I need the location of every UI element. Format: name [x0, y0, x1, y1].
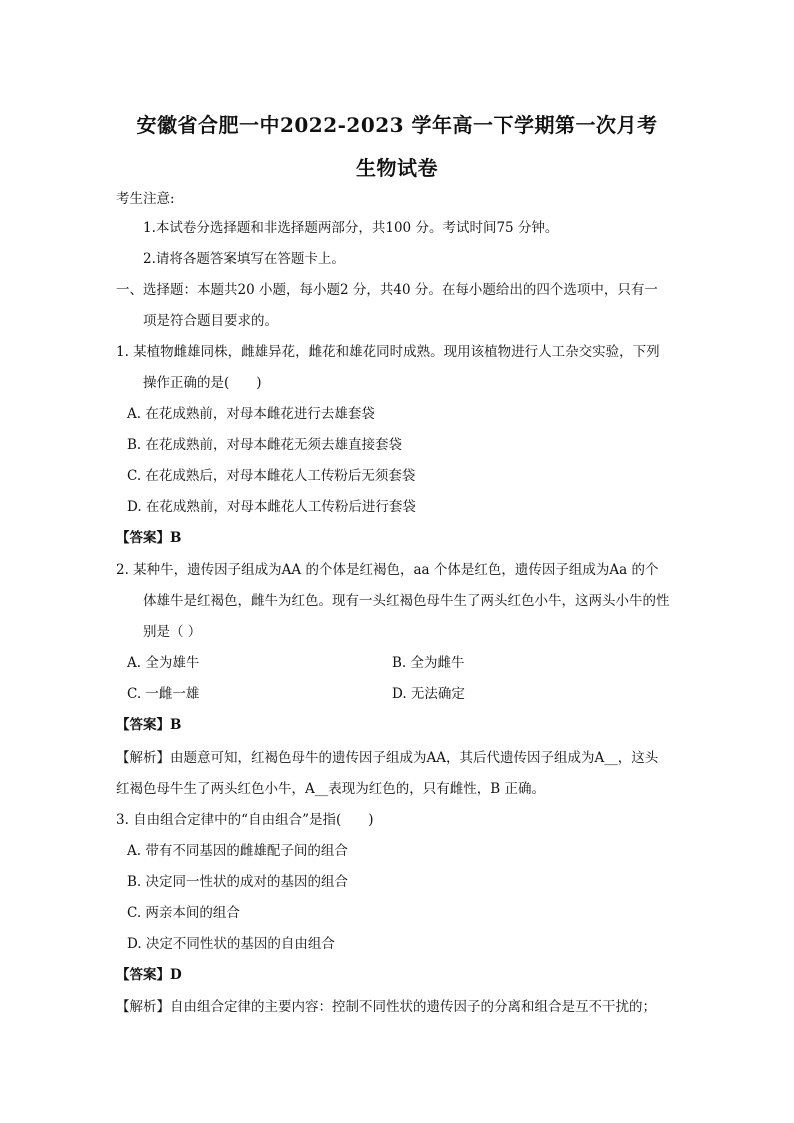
q1-answer: 【答案】B [116, 530, 182, 546]
q2-option-a: A. 全为雄牛 [127, 655, 200, 671]
q2-analysis-cont: 红褐色母牛生了两头红色小牛，A__表现为红色的，只有雌性，B 正确。 [116, 781, 545, 797]
q3-option-c: C. 两亲本间的组合 [127, 905, 240, 921]
q1-option-c: C. 在花成熟后，对母本雌花人工传粉后无须套袋 [127, 468, 416, 484]
exam-title: 安徽省合肥一中2022-2023 学年高一下学期第一次月考 [136, 113, 658, 137]
q3-stem: 3. 自由组合定律中的“自由组合”是指( ) [116, 812, 374, 828]
q1-option-b: B. 在花成熟前，对母本雌花无须去雄直接套袋 [127, 437, 403, 453]
q2-analysis: 【解析】由题意可知，红褐色母牛的遗传因子组成为AA，其后代遗传因子组成为A__，这头 [116, 750, 659, 766]
q2-stem-cont: 体雄牛是红褐色，雌牛为红色。现有一头红褐色母牛生了两头红色小牛，这两头小牛的性 [143, 593, 670, 609]
q3-option-d: D. 决定不同性状的基因的自由组合 [127, 936, 335, 952]
q2-option-d: D. 无法确定 [392, 686, 465, 702]
q1-option-a: A. 在花成熟前，对母本雌花进行去雄套袋 [127, 406, 375, 422]
notice-item-1: 1.本试卷分选择题和非选择题两部分，共100 分。考试时间75 分钟。 [143, 220, 559, 236]
q2-stem-cont-2: 别是（ ） [143, 624, 202, 640]
section-heading-cont: 项是符合题目要求的。 [143, 313, 278, 329]
q2-option-b: B. 全为雌牛 [392, 655, 465, 671]
q3-option-b: B. 决定同一性状的成对的基因的组合 [127, 874, 349, 890]
q1-option-d: D. 在花成熟前，对母本雌花人工传粉后进行套袋 [127, 499, 416, 515]
notice-heading: 考生注意: [116, 191, 175, 207]
q2-answer: 【答案】B [116, 717, 182, 733]
q2-stem: 2. 某种牛，遗传因子组成为AA 的个体是红褐色，aa 个体是红色，遗传因子组成为Aa 的个 [116, 562, 659, 578]
q2-option-c: C. 一雌一雄 [127, 686, 200, 702]
exam-subtitle: 生物试卷 [356, 156, 438, 180]
q3-option-a: A. 带有不同基因的雌雄配子间的组合 [127, 843, 348, 859]
q3-analysis: 【解析】自由组合定律的主要内容：控制不同性状的遗传因子的分离和组合是互不干扰的； [116, 999, 656, 1015]
q1-stem-cont: 操作正确的是( ) [143, 375, 262, 391]
q1-stem: 1. 某植物雌雄同株，雌雄异花，雌花和雄花同时成熟。现用该植物进行人工杂交实验，下列 [116, 344, 660, 360]
notice-item-2: 2.请将各题答案填写在答题卡上。 [143, 251, 345, 267]
section-heading: 一、选择题：本题共20 小题，每小题2 分，共40 分。在每小题给出的四个选项中，只有一 [116, 282, 658, 298]
q3-answer: 【答案】D [116, 967, 182, 983]
